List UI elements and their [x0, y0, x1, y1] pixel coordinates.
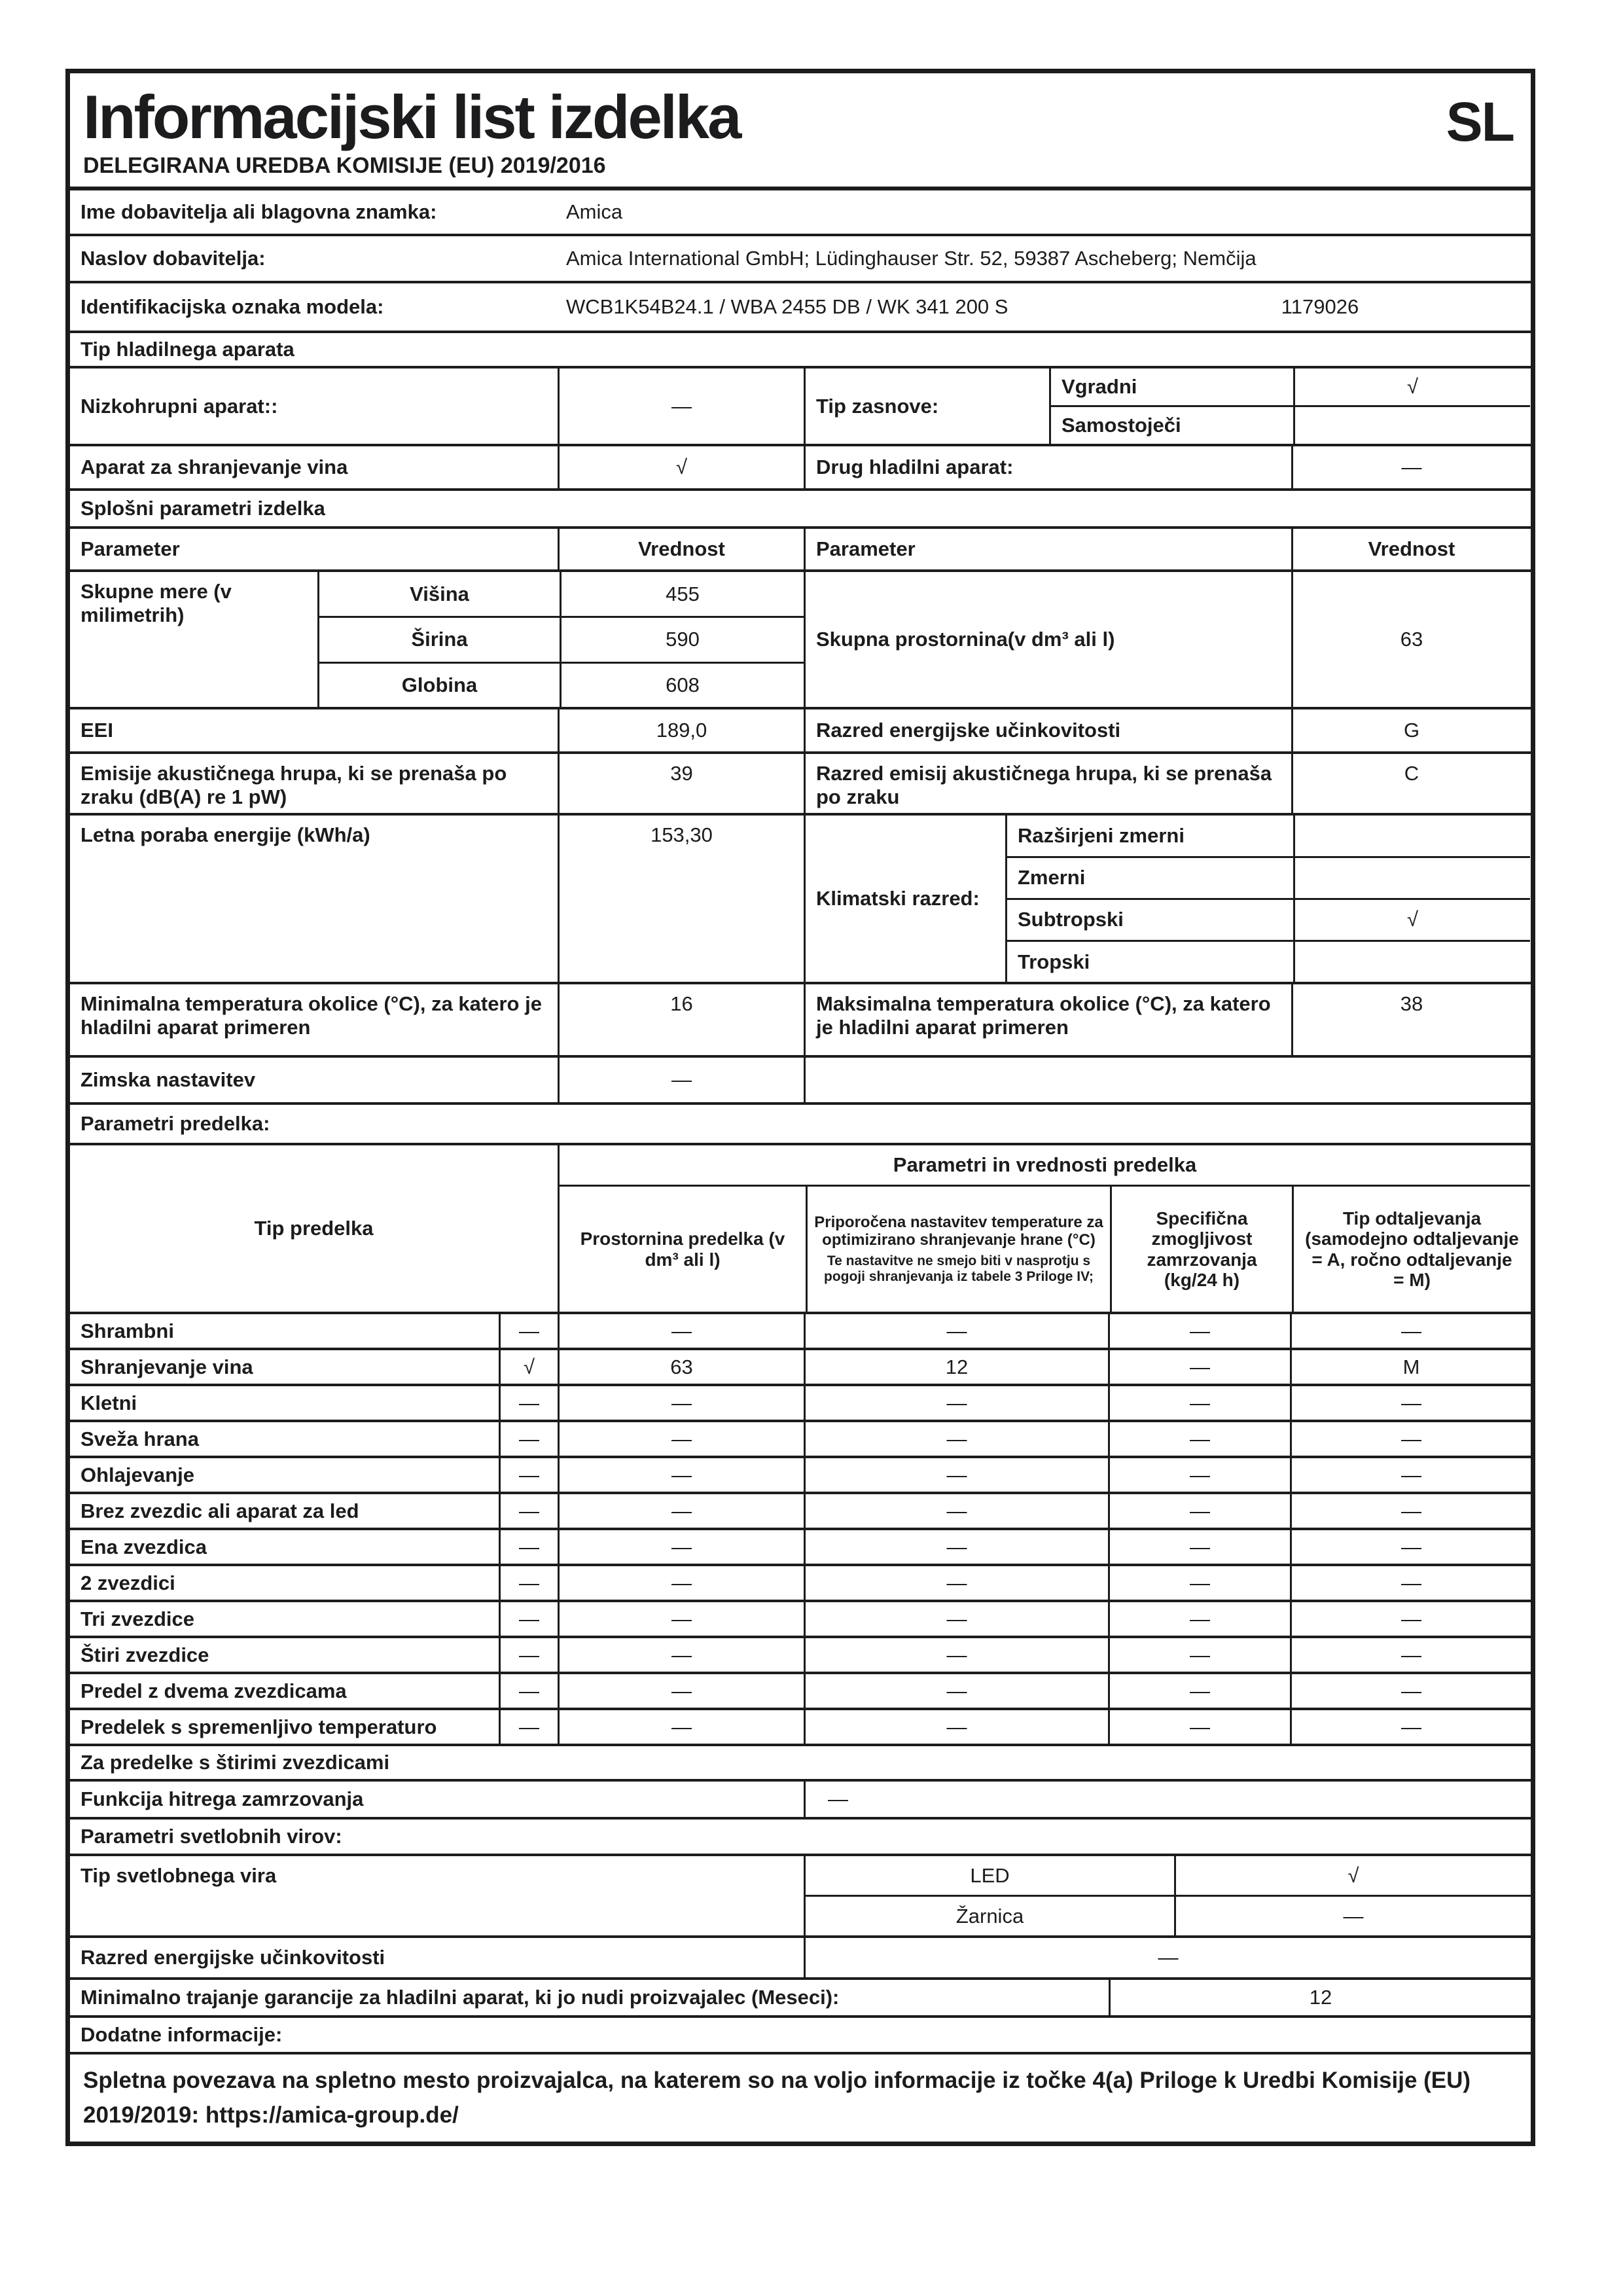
page-title: Informacijski list izdelka [83, 82, 740, 151]
winter-setting-value: — [558, 1058, 804, 1102]
compartment-check: — [499, 1710, 558, 1744]
section-appliance-type [70, 331, 1531, 366]
climate-tropical-check [1293, 942, 1530, 982]
general-header-row [70, 526, 1531, 569]
compartment-row-one-star [70, 1528, 1531, 1564]
compartment-row-fresh-food [70, 1420, 1531, 1456]
fast-freeze-value: — [804, 1782, 1531, 1817]
compartment-defrost: — [1290, 1674, 1531, 1708]
guarantee-row [70, 1977, 1531, 2015]
climate-extended-temperate-label: Razširjeni zmerni [1018, 823, 1185, 847]
compartment-temp: — [804, 1602, 1108, 1636]
compartment-row-variable-temp [70, 1708, 1531, 1744]
height-value: 455 [560, 572, 804, 616]
compartment-check: — [499, 1494, 558, 1528]
manufacturer-link-row [70, 2052, 1531, 2142]
product-information-sheet [65, 69, 1535, 2146]
compartment-type-col-header: Tip predelka [254, 1217, 374, 1240]
climate-temperate-check [1293, 858, 1530, 898]
compartment-capacity: — [1108, 1314, 1290, 1348]
section-four-star [70, 1744, 1531, 1779]
compartment-label: Brez zvezdic ali aparat za led [80, 1499, 359, 1522]
ambient-temperature-row [70, 982, 1531, 1055]
compartment-volume: — [558, 1494, 804, 1528]
language-tag: SL [1446, 91, 1514, 152]
compartment-capacity: — [1108, 1386, 1290, 1420]
compartment-label: Predelek s spremenljivo temperaturo [80, 1715, 437, 1738]
compartment-value-headers [558, 1145, 1530, 1312]
winter-setting-label: Zimska nastavitev [80, 1068, 256, 1092]
min-temp-value: 16 [558, 984, 804, 1055]
compartment-row-three-star [70, 1600, 1531, 1636]
noise-value: 39 [558, 754, 804, 813]
climate-extended-temperate-check [1293, 816, 1530, 855]
total-volume-label: Skupna prostornina(v dm³ ali l) [804, 572, 1291, 707]
compartment-row-cellar [70, 1384, 1531, 1420]
compartment-defrost: — [1290, 1566, 1531, 1600]
compartment-defrost: — [1290, 1494, 1531, 1528]
freestanding-check [1293, 407, 1530, 444]
compartment-defrost: — [1290, 1314, 1531, 1348]
compartment-row-zero-star [70, 1492, 1531, 1528]
col-value-left: Vrednost [558, 529, 804, 569]
built-in-row [1051, 368, 1530, 405]
annual-energy-climate-row [70, 813, 1531, 982]
light-energy-class-label: Razred energijske učinkovitosti [80, 1946, 385, 1969]
compartment-temp: 12 [804, 1350, 1108, 1384]
wine-storage-label: Aparat za shranjevanje vina [80, 456, 348, 479]
led-row [806, 1856, 1531, 1895]
light-source-type-label: Tip svetlobnega vira [80, 1864, 277, 1888]
width-row [319, 616, 804, 662]
compartment-capacity: — [1108, 1710, 1290, 1744]
other-appliance-label: Drug hladilni aparat: [804, 446, 1291, 488]
title-block [70, 73, 1531, 187]
climate-subtropical-check: √ [1293, 900, 1530, 940]
compartment-capacity: — [1108, 1494, 1290, 1528]
climate-row-tropical [1007, 940, 1530, 982]
depth-label: Globina [401, 673, 478, 697]
col-compartment-temp-note: Te nastavitve ne smejo biti v nasprotju s pogoji shranjevanja iz tabele 3 Priloge IV; [824, 1253, 1094, 1284]
compartment-temp: — [804, 1566, 1108, 1600]
col-parameter-left: Parameter [80, 537, 180, 561]
climate-tropical-label: Tropski [1018, 950, 1090, 973]
freestanding-label: Samostoječi [1061, 414, 1181, 437]
compartment-row-chill [70, 1456, 1531, 1492]
col-compartment-volume: Prostornina predelka (v dm³ ali l) [580, 1229, 785, 1270]
compartment-capacity: — [1108, 1350, 1290, 1384]
light-source-options [804, 1856, 1531, 1935]
max-temp-label: Maksimalna temperatura okolice (°C), za katero je hladilni aparat primeren [804, 984, 1291, 1055]
led-check: √ [1174, 1856, 1531, 1895]
compartment-volume: — [558, 1530, 804, 1564]
compartment-header [70, 1143, 1531, 1312]
other-appliance-value: — [1291, 446, 1530, 488]
section-compartments-title: Parametri predelka: [80, 1112, 270, 1136]
climate-row-extended-temperate [1007, 816, 1530, 855]
supplier-name-value: Amica [566, 200, 623, 224]
compartment-volume: — [558, 1458, 804, 1492]
low-noise-value: — [558, 368, 804, 444]
dimensions-row [70, 569, 1531, 707]
compartment-volume: — [558, 1386, 804, 1420]
climate-class-options [1005, 816, 1530, 982]
compartment-label: Predel z dvema zvezdicama [80, 1679, 347, 1702]
compartment-cols-row [560, 1185, 1530, 1312]
compartment-check: — [499, 1314, 558, 1348]
compartment-check: √ [499, 1350, 558, 1384]
section-compartments [70, 1102, 1531, 1143]
led-label: LED [970, 1863, 1010, 1887]
width-label: Širina [411, 628, 468, 651]
width-value: 590 [560, 618, 804, 662]
col-value-right: Vrednost [1291, 529, 1530, 569]
compartment-label: Kletni [80, 1391, 137, 1414]
compartment-check: — [499, 1566, 558, 1600]
depth-row [319, 662, 804, 708]
compartment-check: — [499, 1458, 558, 1492]
compartment-defrost: M [1290, 1350, 1531, 1384]
compartment-row-two-star-section [70, 1672, 1531, 1708]
section-appliance-type-title: Tip hladilnega aparata [80, 338, 294, 361]
bulb-row [806, 1895, 1531, 1935]
compartment-volume: — [558, 1422, 804, 1456]
compartment-band-row [560, 1145, 1530, 1185]
compartment-temp: — [804, 1530, 1108, 1564]
compartment-check: — [499, 1674, 558, 1708]
low-noise-label: Nizkohrupni aparat:: [80, 394, 278, 418]
compartment-temp: — [804, 1386, 1108, 1420]
noise-label: Emisije akustičnega hrupa, ki se prenaša po zraku (dB(A) re 1 pW) [80, 762, 507, 809]
compartment-volume: — [558, 1674, 804, 1708]
design-type-options [1049, 368, 1530, 444]
compartment-temp: — [804, 1638, 1108, 1672]
guarantee-label: Minimalno trajanje garancije za hladilni aparat, ki jo nudi proizvajalec (Meseci): [80, 1986, 840, 2009]
climate-subtropical-label: Subtropski [1018, 908, 1124, 931]
compartment-check: — [499, 1530, 558, 1564]
compartment-defrost: — [1290, 1710, 1531, 1744]
energy-class-value: G [1291, 709, 1530, 751]
col-compartment-temp [806, 1187, 1110, 1312]
light-source-type-row [70, 1854, 1531, 1935]
compartment-volume: — [558, 1710, 804, 1744]
winter-setting-empty [804, 1058, 1531, 1102]
compartment-defrost: — [1290, 1638, 1531, 1672]
compartment-defrost: — [1290, 1458, 1531, 1492]
compartment-capacity: — [1108, 1530, 1290, 1564]
compartment-temp: — [804, 1674, 1108, 1708]
eei-row [70, 707, 1531, 751]
climate-row-subtropical [1007, 898, 1530, 940]
built-in-label: Vgradni [1061, 375, 1137, 399]
compartment-capacity: — [1108, 1602, 1290, 1636]
compartment-check: — [499, 1422, 558, 1456]
annual-energy-label: Letna poraba energije (kWh/a) [80, 823, 370, 847]
compartment-band-header: Parametri in vrednosti predelka [893, 1153, 1197, 1177]
max-temp-value: 38 [1291, 984, 1530, 1055]
manufacturer-link-text: Spletna povezava na spletno mesto proizvajalca, na katerem so na voljo informacije iz točke 4(a) Priloge k Uredbi Komisije (EU) 2019/2019: https://amica-group.de/ [83, 2068, 1471, 2128]
design-type-label: Tip zasnove: [804, 368, 1049, 444]
section-additional-info [70, 2015, 1531, 2052]
height-row [319, 572, 804, 616]
compartment-defrost: — [1290, 1422, 1531, 1456]
height-label: Višina [410, 582, 469, 605]
freestanding-row [1051, 405, 1530, 444]
annual-energy-value: 153,30 [558, 816, 804, 982]
supplier-address-label: Naslov dobavitelja: [80, 247, 266, 270]
noise-class-value: C [1291, 754, 1530, 813]
compartment-temp: — [804, 1710, 1108, 1744]
climate-row-temperate [1007, 856, 1530, 898]
fast-freeze-row [70, 1779, 1531, 1817]
compartment-volume: — [558, 1566, 804, 1600]
guarantee-value: 12 [1109, 1980, 1531, 2015]
dimensions-values [317, 572, 804, 707]
compartment-volume: — [558, 1314, 804, 1348]
supplier-address-row [70, 234, 1531, 281]
supplier-name-label: Ime dobavitelja ali blagovna znamka: [80, 200, 437, 224]
compartment-row-pantry [70, 1312, 1531, 1348]
compartment-label: Ohlajevanje [80, 1463, 195, 1486]
compartment-label: Shrambni [80, 1319, 174, 1342]
section-four-star-title: Za predelke s štirimi zvezdicami [80, 1751, 390, 1774]
col-compartment-defrost: Tip odtaljevanja (samodejno odtaljevanje = A, ročno odtaljevanje = M) [1292, 1187, 1530, 1312]
wine-storage-row [70, 444, 1531, 488]
energy-class-label: Razred energijske učinkovitosti [804, 709, 1291, 751]
compartment-label: 2 zvezdici [80, 1571, 175, 1594]
compartment-check: — [499, 1638, 558, 1672]
compartment-label: Štiri zvezdice [80, 1643, 209, 1666]
eei-value: 189,0 [558, 709, 804, 751]
noise-row [70, 751, 1531, 813]
compartment-label: Sveža hrana [80, 1427, 199, 1450]
section-light-sources [70, 1817, 1531, 1854]
compartment-temp: — [804, 1494, 1108, 1528]
light-energy-class-row [70, 1935, 1531, 1977]
compartment-volume: — [558, 1638, 804, 1672]
compartment-check: — [499, 1386, 558, 1420]
supplier-address-value: Amica International GmbH; Lüdinghauser Str. 52, 59387 Ascheberg; Nemčija [566, 247, 1257, 270]
col-parameter-right: Parameter [804, 529, 1291, 569]
model-identifier-row [70, 281, 1531, 331]
compartment-label: Tri zvezdice [80, 1607, 195, 1630]
regulation-subtitle: DELEGIRANA UREDBA KOMISIJE (EU) 2019/2016 [83, 153, 606, 178]
compartment-label: Shranjevanje vina [80, 1355, 253, 1378]
model-identifier-label: Identifikacijska oznaka modela: [80, 295, 384, 319]
compartment-defrost: — [1290, 1530, 1531, 1564]
light-energy-class-value: — [804, 1938, 1531, 1977]
built-in-check: √ [1293, 368, 1530, 405]
compartment-label: Ena zvezdica [80, 1535, 207, 1558]
section-light-sources-title: Parametri svetlobnih virov: [80, 1825, 342, 1848]
dimensions-label: Skupne mere (v milimetrih) [80, 580, 232, 627]
compartment-defrost: — [1290, 1386, 1531, 1420]
compartment-row-two-star [70, 1564, 1531, 1600]
compartment-row-wine [70, 1348, 1531, 1384]
climate-class-label: Klimatski razred: [804, 816, 1005, 982]
compartment-temp: — [804, 1458, 1108, 1492]
compartment-volume: — [558, 1602, 804, 1636]
bulb-check: — [1174, 1897, 1531, 1935]
depth-value: 608 [560, 664, 804, 708]
min-temp-label: Minimalna temperatura okolice (°C), za katero je hladilni aparat primeren [80, 992, 542, 1039]
compartment-row-four-star [70, 1636, 1531, 1672]
compartment-capacity: — [1108, 1458, 1290, 1492]
total-volume-value: 63 [1291, 572, 1530, 707]
fast-freeze-label: Funkcija hitrega zamrzovanja [80, 1787, 364, 1811]
compartment-volume: 63 [558, 1350, 804, 1384]
model-identifier-value: WCB1K54B24.1 / WBA 2455 DB / WK 341 200 S [566, 295, 1008, 319]
compartment-capacity: — [1108, 1638, 1290, 1672]
bulb-label: Žarnica [955, 1904, 1024, 1928]
section-additional-info-title: Dodatne informacije: [80, 2023, 283, 2047]
section-general-parameters [70, 488, 1531, 526]
col-compartment-capacity: Specifična zmogljivost zamrzovanja (kg/24 h) [1110, 1187, 1292, 1312]
compartment-temp: — [804, 1314, 1108, 1348]
model-number: 1179026 [1281, 295, 1359, 319]
eei-label: EEI [80, 719, 113, 742]
compartment-capacity: — [1108, 1674, 1290, 1708]
wine-storage-check: √ [558, 446, 804, 488]
climate-temperate-label: Zmerni [1018, 866, 1086, 889]
winter-setting-row [70, 1055, 1531, 1102]
section-general-parameters-title: Splošni parametri izdelka [80, 497, 325, 520]
compartment-temp: — [804, 1422, 1108, 1456]
appliance-type-row [70, 366, 1531, 444]
noise-class-label: Razred emisij akustičnega hrupa, ki se prenaša po zraku [804, 754, 1291, 813]
supplier-name-row [70, 187, 1531, 234]
compartment-capacity: — [1108, 1566, 1290, 1600]
compartment-capacity: — [1108, 1422, 1290, 1456]
compartment-check: — [499, 1602, 558, 1636]
col-compartment-temp-main: Priporočena nastavitev temperature za optimizirano shranjevanje hrane (°C) [814, 1213, 1103, 1249]
compartment-defrost: — [1290, 1602, 1531, 1636]
